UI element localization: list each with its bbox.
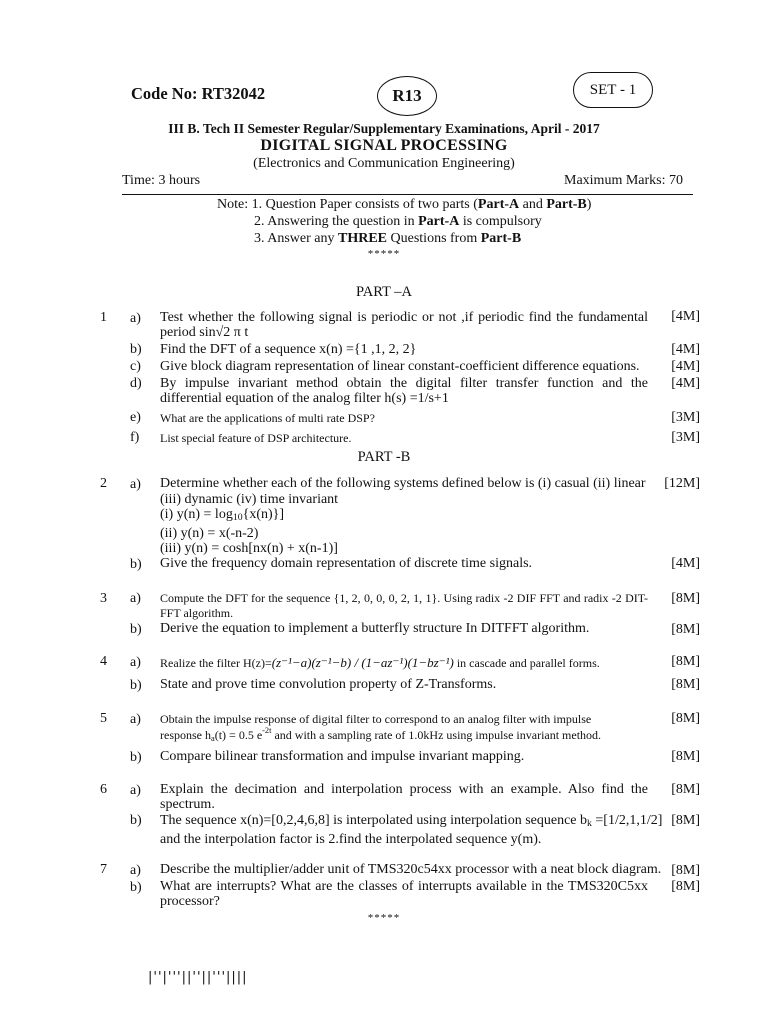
q7a-marks: [8M] <box>671 863 700 878</box>
q6b-text <box>160 813 663 848</box>
q1f-text: List special feature of DSP architecture. <box>160 431 352 445</box>
question-number-7: 7 <box>100 862 107 877</box>
q4b-label: b) <box>130 678 142 693</box>
q5a-label: a) <box>130 712 141 727</box>
branch-title: (Electronics and Communication Engineering) <box>253 156 515 171</box>
q2b-text: Give the frequency domain representation of discrete time signals. <box>160 556 533 571</box>
q5a-line-1: Obtain the impulse response of digital filter to correspond to an analog filter with impulse <box>160 712 592 726</box>
q1e-text: What are the applications of multi rate DSP? <box>160 411 375 425</box>
question-number-4: 4 <box>100 654 107 669</box>
q5b-label: b) <box>130 750 142 765</box>
question-number-1: 1 <box>100 310 107 325</box>
q1d-marks: [4M] <box>671 376 700 391</box>
end-stars: ***** <box>367 912 401 924</box>
q3b-label: b) <box>130 622 142 637</box>
regulation-label: R13 <box>392 86 422 105</box>
q6b-marks: [8M] <box>671 813 700 828</box>
q3b-text: Derive the equation to implement a butterfly structure In DITFFT algorithm. <box>160 621 590 636</box>
note-line-2: 2. Answering the question in Part-A is compulsory <box>254 214 542 229</box>
q6a-text: Explain the decimation and interpolation process with an example. Also find the spectrum. <box>160 782 648 812</box>
q1c-label: c) <box>130 359 141 374</box>
q1f-marks: [3M] <box>671 430 700 445</box>
q7a-text: Describe the multiplier/adder unit of TMS320c54xx processor with a neat block diagram. <box>160 862 662 877</box>
q6b-line-1-pre: The sequence x(n)=[0,2,4,6,8] is interpolated using interpolation sequence b <box>160 813 587 828</box>
time-label: Time: 3 hours <box>122 173 201 188</box>
q4a-formula: (z⁻¹−a)(z⁻¹−b) / (1−az⁻¹)(1−bz⁻¹) <box>271 655 454 670</box>
q6b-label: b) <box>130 813 142 828</box>
q1d-label: d) <box>130 376 142 391</box>
q1a-marks: [4M] <box>671 309 700 324</box>
q2a-line-3-post: {x(n)}] <box>242 507 285 522</box>
set-label: SET - 1 <box>589 81 637 98</box>
note-line-3: 3. Answer any THREE Questions from Part-B <box>254 231 522 246</box>
q1b-text: Find the DFT of a sequence x(n) ={1 ,1, 2, 2} <box>160 342 417 357</box>
q5a-line-2-mid: (t) = 0.5 e <box>214 727 263 742</box>
q2a-line-4: (ii) y(n) = x(-n-2) <box>160 525 259 541</box>
q1c-marks: [4M] <box>671 359 700 374</box>
q4a-text <box>160 655 600 671</box>
set-badge <box>573 72 653 108</box>
code-number: Code No: RT32042 <box>131 84 266 103</box>
note-emphasis: Part-B <box>546 197 587 212</box>
q3a-text: Compute the DFT for the sequence {1, 2, 0, 0, 0, 2, 1, 1}. Using radix -2 DIF FFT and radix -2 DIT- FFT algorithm. <box>160 591 648 620</box>
q5b-text: Compare bilinear transformation and impulse invariant mapping. <box>160 749 525 764</box>
q2a-line-1: Determine whether each of the following systems defined below is (i) casual (ii) linear <box>160 476 646 491</box>
q2a-text <box>160 476 648 557</box>
note-emphasis: Part-A <box>418 214 460 229</box>
note-stars: ***** <box>367 248 401 260</box>
q4a-label: a) <box>130 655 141 670</box>
q4a-text-pre: Realize the filter H(z)= <box>160 656 272 670</box>
q5a-line-2-pre: response h <box>160 727 211 742</box>
q5a-sub-a: a <box>211 733 215 743</box>
q1f-label: f) <box>130 430 140 445</box>
q4a-marks: [8M] <box>671 654 700 669</box>
q2b-marks: [4M] <box>671 556 700 571</box>
q5a-line-2-post: and with a sampling rate of 1.0kHz using impulse invariant method. <box>271 727 602 742</box>
q2a-line-3-pre: (i) y(n) = log <box>160 507 233 522</box>
question-number-2: 2 <box>100 476 107 491</box>
part-a-title: PART –A <box>356 284 412 300</box>
q1b-label: b) <box>130 342 142 357</box>
log-base: 10 <box>232 512 243 523</box>
max-marks-label: Maximum Marks: 70 <box>564 173 683 188</box>
q6a-marks: [8M] <box>671 782 700 797</box>
q2b-label: b) <box>130 557 142 572</box>
q4b-marks: [8M] <box>671 677 700 692</box>
q6a-label: a) <box>130 783 141 798</box>
note-emphasis: Part-A <box>477 197 520 212</box>
q3a-label: a) <box>130 591 141 606</box>
header-divider <box>122 194 693 195</box>
q1a-label: a) <box>130 311 141 326</box>
note-emphasis: THREE <box>338 231 388 246</box>
subject-title: DIGITAL SIGNAL PROCESSING <box>260 137 508 154</box>
question-number-3: 3 <box>100 591 107 606</box>
q2a-label: a) <box>130 477 141 492</box>
q3a-marks: [8M] <box>671 591 700 606</box>
q2a-marks: [12M] <box>664 476 700 491</box>
q7b-text: What are interrupts? What are the classes of interrupts available in the TMS320C5xx processor? <box>160 879 648 909</box>
q2a-line-3 <box>160 507 648 526</box>
q2a-line-2: (iii) dynamic (iv) time invariant <box>160 491 339 507</box>
q6b-line-1-post: =[1/2,1,1/2] <box>591 813 663 828</box>
q7b-label: b) <box>130 880 142 895</box>
note-emphasis: Part-B <box>480 231 522 246</box>
q6b-line-1 <box>160 813 663 832</box>
note-line-1: Note: 1. Question Paper consists of two parts (Part-A and Part-B) <box>217 197 592 212</box>
instructions-note <box>217 196 591 247</box>
q1e-marks: [3M] <box>671 410 700 425</box>
q5a-line-2 <box>160 725 648 747</box>
q6b-sub-k: k <box>587 818 592 829</box>
q5a-text <box>160 712 648 746</box>
q4a-text-post: in cascade and parallel forms. <box>453 656 600 670</box>
q7b-marks: [8M] <box>671 879 700 894</box>
q4b-text: State and prove time convolution property of Z-Transforms. <box>160 677 497 692</box>
exam-title: III B. Tech II Semester Regular/Supplementary Examinations, April - 2017 <box>168 121 600 136</box>
q1a-text: Test whether the following signal is periodic or not ,if periodic find the fundamental period sin√2 π t <box>160 310 648 340</box>
q2a-line-5: (iii) y(n) = cosh[nx(n) + x(n-1)] <box>160 541 338 556</box>
regulation-badge <box>377 76 437 116</box>
question-number-5: 5 <box>100 711 107 726</box>
q3b-marks: [8M] <box>671 622 700 637</box>
question-number-6: 6 <box>100 782 107 797</box>
q5a-marks: [8M] <box>671 711 700 726</box>
q7a-label: a) <box>130 863 141 878</box>
part-b-title: PART -B <box>357 449 411 465</box>
footer-barcode: |''|'''||''||'''|||| <box>148 970 248 985</box>
q1d-text: By impulse invariant method obtain the digital filter transfer function and the differential equation of the analog filter h(s) =1/s+1 <box>160 376 648 406</box>
q6b-line-2: and the interpolation factor is 2.find the interpolated sequence y(m). <box>160 832 542 847</box>
q1e-label: e) <box>130 410 141 425</box>
q5b-marks: [8M] <box>671 749 700 764</box>
q1b-marks: [4M] <box>671 342 700 357</box>
q1c-text: Give block diagram representation of linear constant-coefficient difference equations. <box>160 359 640 374</box>
q5a-sup-exp: -2t <box>262 725 272 735</box>
